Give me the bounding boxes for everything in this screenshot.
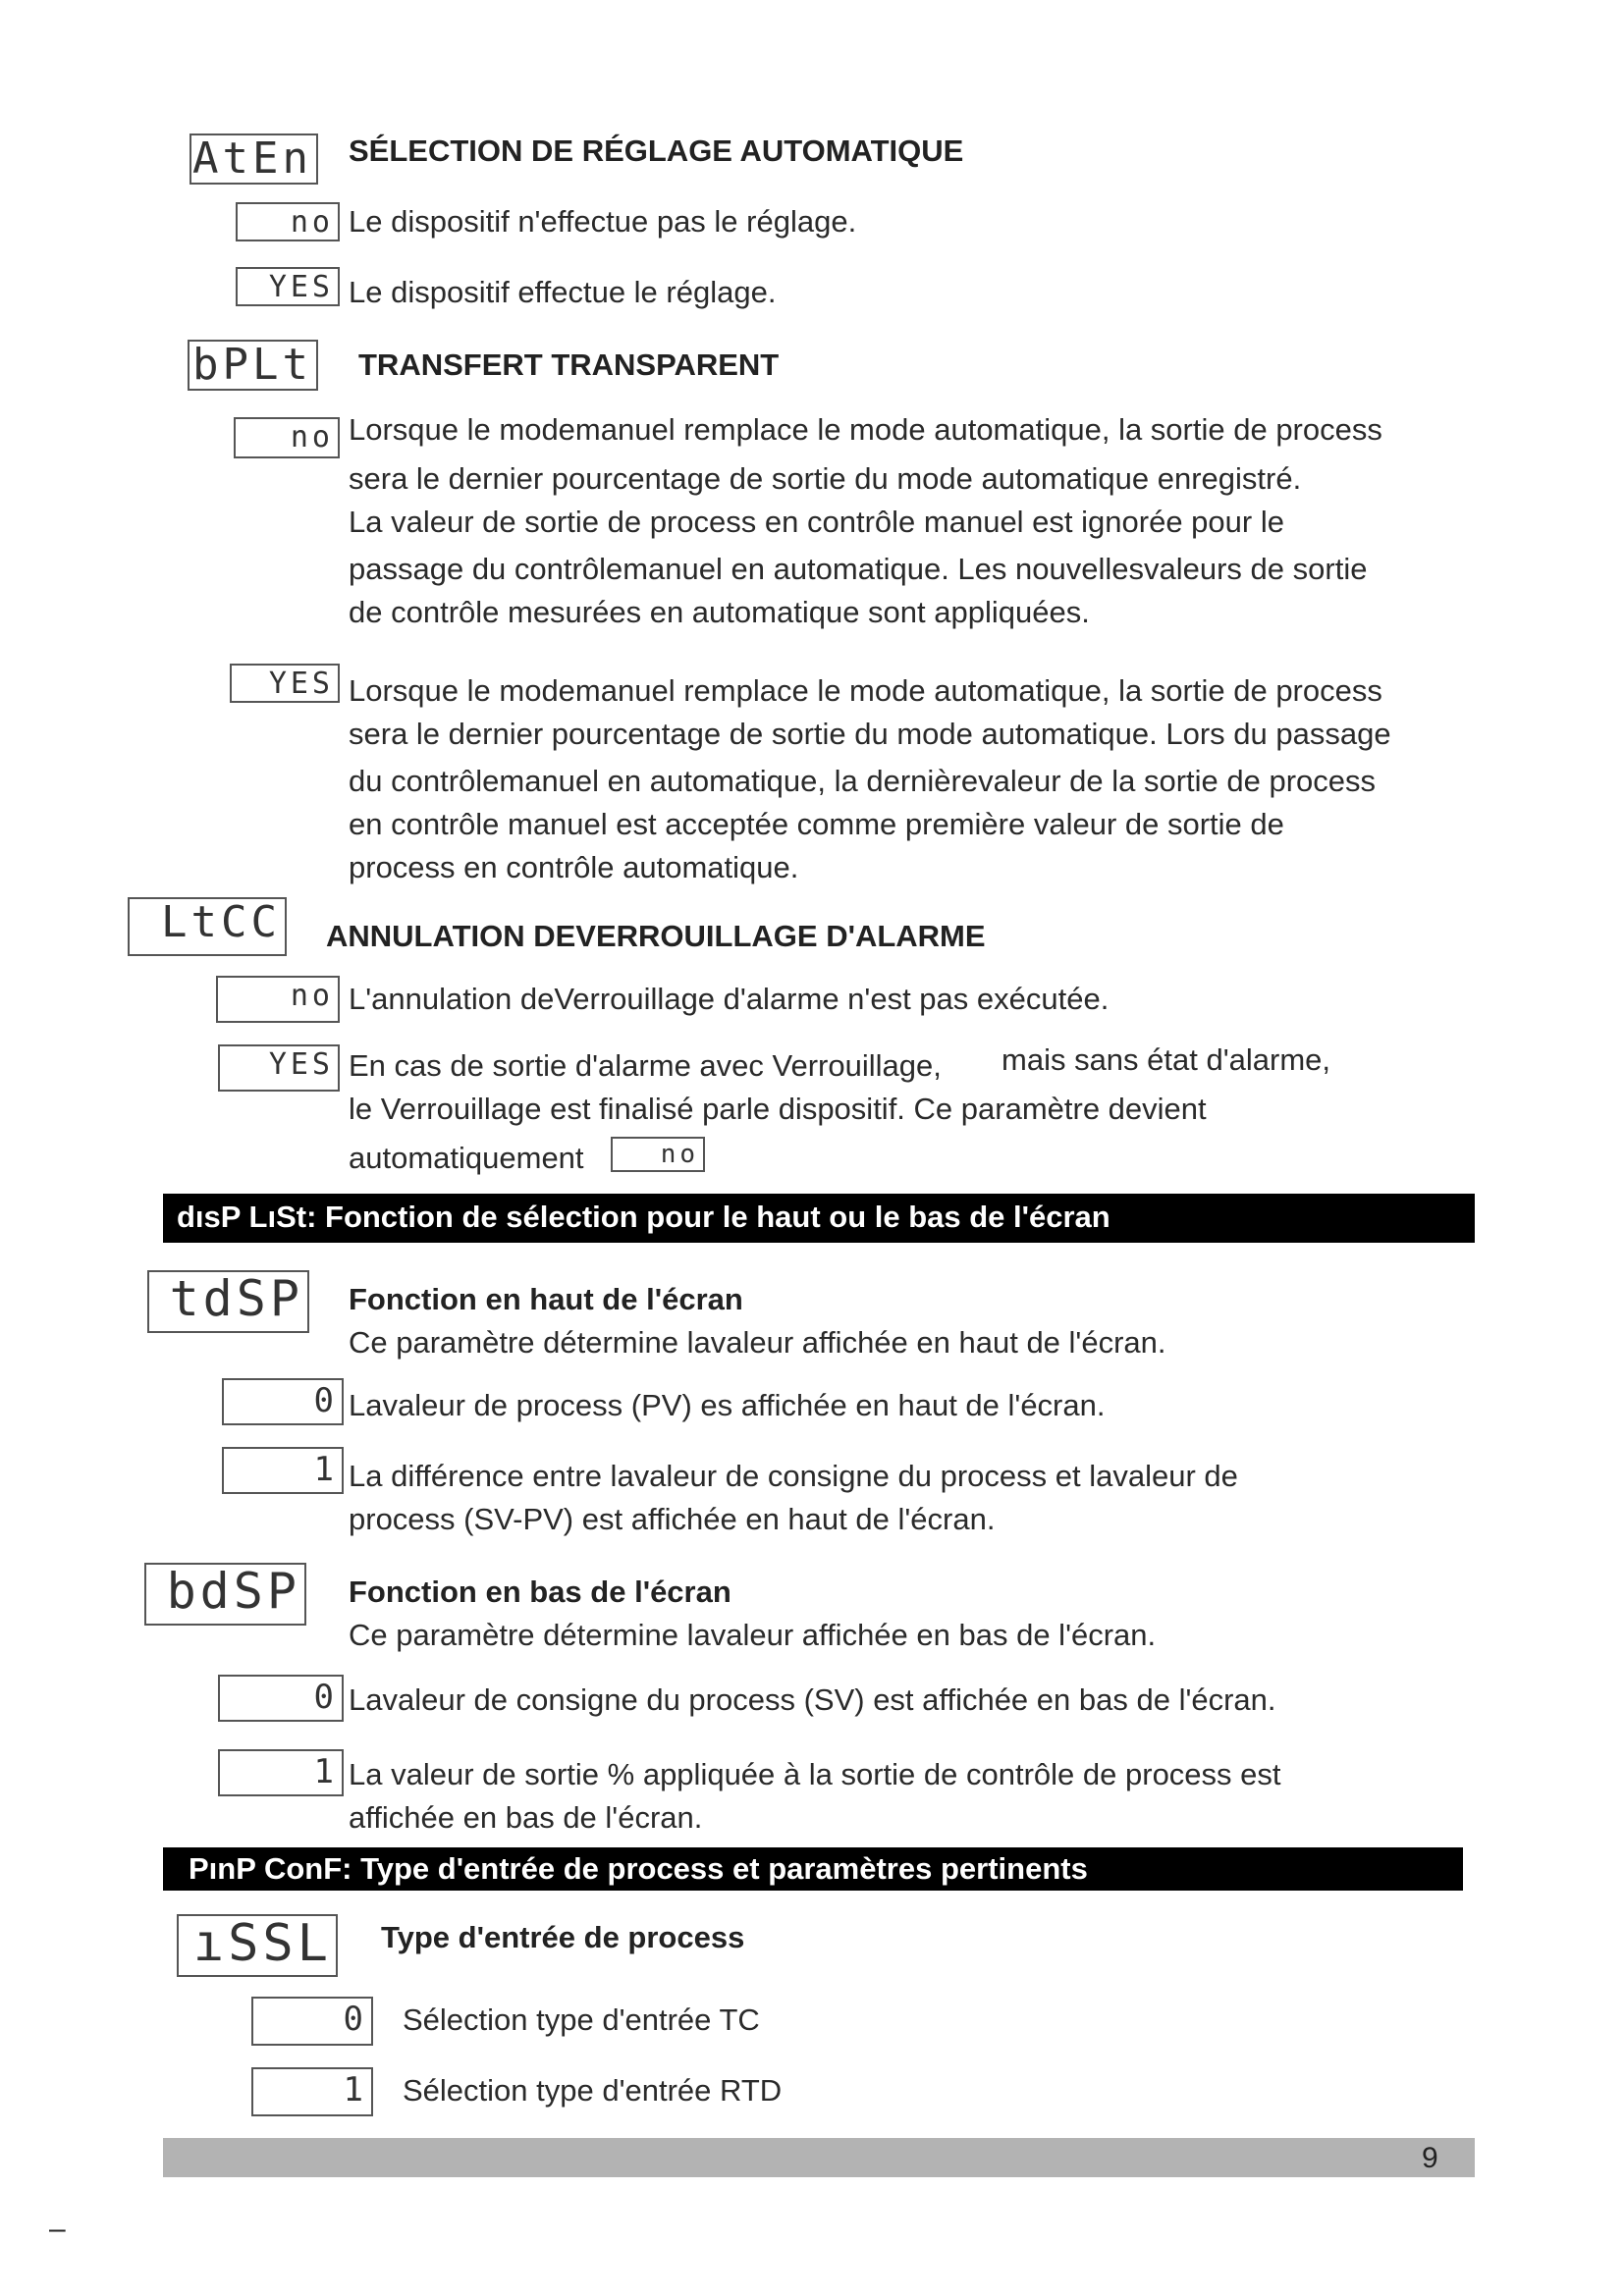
option-text-line: mais sans état d'alarme, bbox=[1001, 1042, 1331, 1077]
option-code-yes: YES bbox=[218, 1044, 340, 1092]
param-code-aten: AtEn bbox=[189, 133, 318, 185]
option-code-0: 0 bbox=[218, 1675, 344, 1722]
option-code-no: no bbox=[216, 976, 340, 1023]
option-text: Sélection type d'entrée RTD bbox=[403, 2073, 783, 2108]
param-heading: Fonction en haut de l'écran bbox=[349, 1282, 743, 1316]
param-heading: Fonction en bas de l'écran bbox=[349, 1575, 731, 1609]
option-code-yes: YES bbox=[236, 267, 340, 306]
inline-code-no: no bbox=[611, 1137, 705, 1172]
option-text-line: sera le dernier pourcentage de sortie du mode automatique enregistré. bbox=[349, 461, 1302, 496]
param-code-ltcc: LtCC bbox=[128, 897, 287, 956]
option-code-1: 1 bbox=[222, 1447, 344, 1494]
option-code-yes: YES bbox=[230, 664, 340, 703]
option-text-line: affichée en bas de l'écran. bbox=[349, 1800, 703, 1835]
option-text-line: le Verrouillage est finalisé parle dispositif. Ce paramètre devient bbox=[349, 1092, 1207, 1126]
page-number: 9 bbox=[1422, 2142, 1438, 2174]
param-code-tdsp: tdSP bbox=[147, 1270, 309, 1333]
param-code-issl: ıSSL bbox=[177, 1914, 338, 1977]
option-text-line: process en contrôle automatique. bbox=[349, 850, 799, 884]
option-text-line: process (SV-PV) est affichée en haut de l'écran. bbox=[349, 1502, 996, 1536]
option-code-1: 1 bbox=[251, 2067, 373, 2116]
option-text-line: La différence entre lavaleur de consigne du process et lavaleur de bbox=[349, 1459, 1238, 1493]
option-code-0: 0 bbox=[251, 1997, 373, 2046]
option-text-line: La valeur de sortie % appliquée à la sortie de contrôle de process est bbox=[349, 1757, 1281, 1791]
option-code-1: 1 bbox=[218, 1749, 344, 1796]
param-description: Ce paramètre détermine lavaleur affichée en haut de l'écran. bbox=[349, 1325, 1166, 1360]
param-description: Ce paramètre détermine lavaleur affichée en bas de l'écran. bbox=[349, 1618, 1157, 1652]
section-bar-display-list: dısP LıSt: Fonction de sélection pour le haut ou le bas de l'écran bbox=[163, 1194, 1475, 1243]
option-code-no: no bbox=[236, 202, 340, 241]
option-text-line: en contrôle manuel est acceptée comme première valeur de sortie de bbox=[349, 807, 1284, 841]
edge-mark: – bbox=[49, 2213, 66, 2245]
option-text-line: Lorsque le modemanuel remplace le mode automatique, la sortie de process bbox=[349, 673, 1382, 708]
option-text-line: Lorsque le modemanuel remplace le mode automatique, la sortie de process bbox=[349, 412, 1382, 447]
option-text-line: passage du contrôlemanuel en automatique. Les nouvellesvaleurs de sortie bbox=[349, 552, 1368, 586]
param-heading: Type d'entrée de process bbox=[381, 1920, 745, 1954]
option-text-line: du contrôlemanuel en automatique, la dernièrevaleur de la sortie de process bbox=[349, 764, 1377, 798]
footer-bar bbox=[163, 2138, 1475, 2177]
option-text: Le dispositif effectue le réglage. bbox=[349, 275, 777, 309]
option-text-line: En cas de sortie d'alarme avec Verrouillage, bbox=[349, 1048, 942, 1083]
option-text: L'annulation deVerrouillage d'alarme n'est pas exécutée. bbox=[349, 982, 1110, 1016]
option-text-line: La valeur de sortie de process en contrôle manuel est ignorée pour le bbox=[349, 505, 1284, 539]
param-code-bplt: bPLt bbox=[188, 340, 318, 391]
section-heading-auto-tuning: SÉLECTION DE RÉGLAGE AUTOMATIQUE bbox=[349, 133, 964, 168]
option-text: Lavaleur de consigne du process (SV) est affichée en bas de l'écran. bbox=[349, 1682, 1276, 1717]
option-text-line: automatiquement bbox=[349, 1141, 584, 1175]
option-text-line: sera le dernier pourcentage de sortie du mode automatique. Lors du passage bbox=[349, 717, 1391, 751]
option-code-no: no bbox=[234, 417, 340, 458]
param-code-bdsp: bdSP bbox=[144, 1563, 306, 1626]
option-text: Lavaleur de process (PV) es affichée en haut de l'écran. bbox=[349, 1388, 1106, 1422]
option-text-line: de contrôle mesurées en automatique sont appliquées. bbox=[349, 595, 1090, 629]
option-code-0: 0 bbox=[222, 1378, 344, 1425]
section-bar-process-input-config: PınP ConF: Type d'entrée de process et paramètres pertinents bbox=[163, 1847, 1463, 1891]
option-text: Le dispositif n'effectue pas le réglage. bbox=[349, 204, 857, 239]
section-heading-transparent-transfer: TRANSFERT TRANSPARENT bbox=[358, 347, 780, 382]
option-text: Sélection type d'entrée TC bbox=[403, 2002, 760, 2037]
section-heading-alarm-unlatch: ANNULATION DEVERROUILLAGE D'ALARME bbox=[326, 919, 986, 953]
